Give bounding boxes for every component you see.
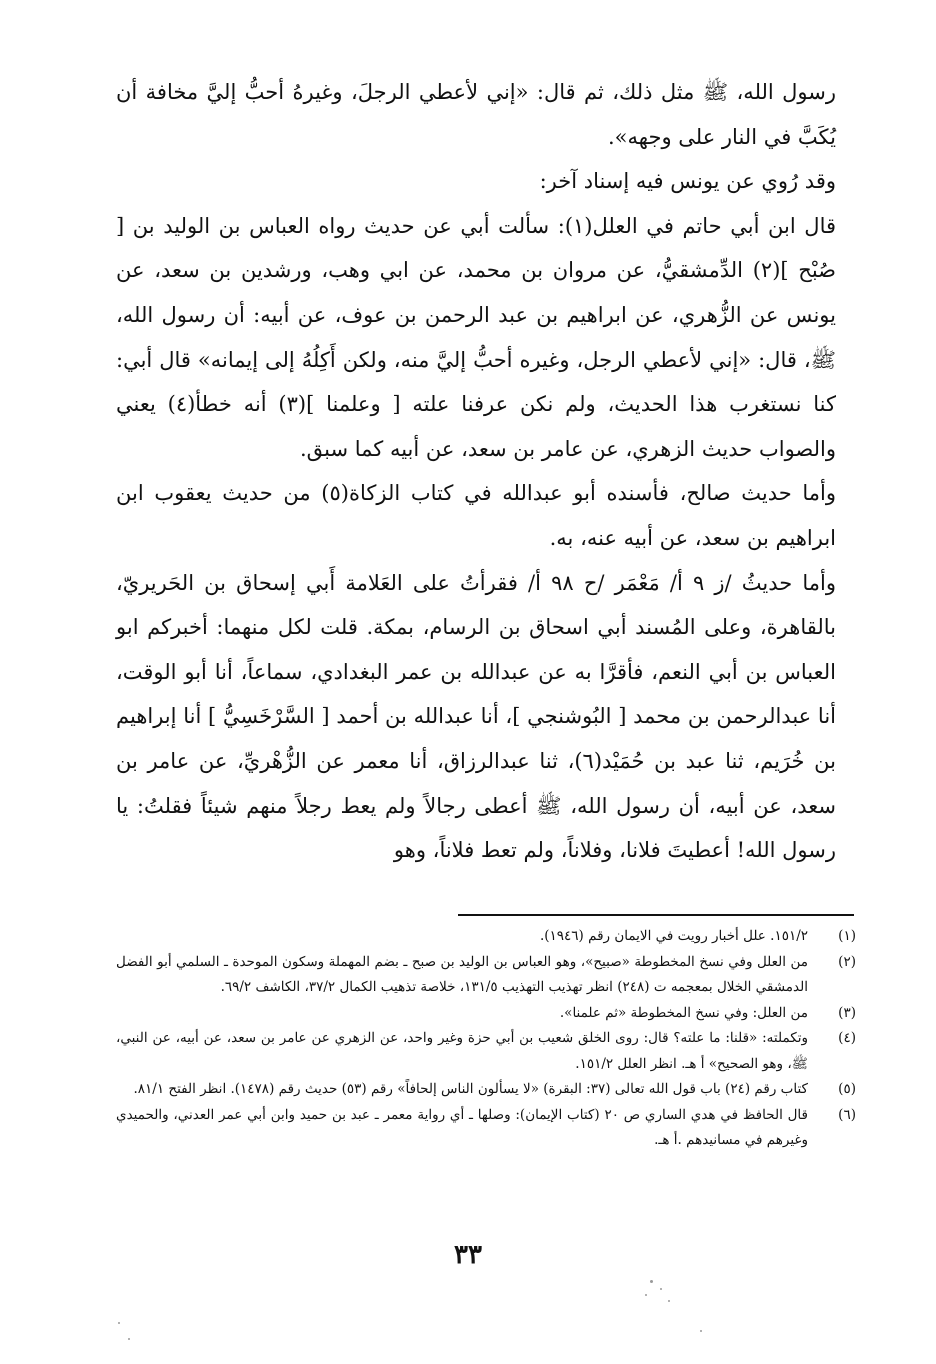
paragraph-2: وقد رُوي عن يونس فيه إسناد آخر:	[539, 169, 836, 194]
footnote-separator-rule	[458, 914, 854, 916]
footnote-4	[116, 1026, 856, 1077]
footnote-3	[116, 1001, 856, 1027]
paragraph-1: رسول الله، ﷺ مثل ذلك، ثم قال: «إني لأعطي الرجلَ، وغيرهُ أحبُّ إليَّ مخافة أن يُكَبَّ في النار على وجهه».	[116, 80, 836, 149]
footnote-number: (٦)	[838, 1106, 856, 1123]
footnote-number: (٤)	[838, 1030, 856, 1046]
footnote-number: (١)	[838, 928, 856, 944]
footnote-number: (٢)	[838, 953, 856, 970]
scan-speck	[700, 1330, 702, 1332]
footnote-1	[116, 924, 856, 950]
scan-speck	[660, 1288, 662, 1290]
footnote-text: قال الحافظ في هدي الساري ص ٢٠ (كتاب الإيمان): وصلها ـ أي رواية معمر ـ عبد بن حميد وابن أبي عمر العدني، والحميدي وغيرهم في مسانيدهم .أ هـ.	[116, 1106, 808, 1148]
page-number: ٣٣	[454, 1240, 482, 1270]
scan-speck	[128, 1338, 130, 1340]
scan-speck	[650, 1280, 653, 1283]
footnote-number: (٥)	[838, 1081, 856, 1097]
paragraph-5: وأما حديثُ /ز ٩ أ/ مَعْمَر /ح ٩٨ أ/ فقرأتُ على العَلامة أَبي إسحاق بن الحَريريّ، بالقاهرة، وعلى المُسند أبي اسحاق بن الرسام، بمكة. قلت لكل منهما: أخبركم ابو العباس بن أبي النعم، فأقرَّا به عن عبدالله بن عمر البغدادي، سماعاً، أنا أبو الوقت، أنا عبدالرحمن بن محمد [ البُوشنجي ]، أنا عبدالله بن أحمد [ السَّرْخَسِيُّ ] أنا إبراهيم بن خُرَيم، ثنا عبد بن حُمَيْد(٦)، ثنا عبدالرزاق، أنا معمر عن الزُّهْريِّ، عن عامر بن سعد، عن أبيه، أن رسول الله، ﷺ أعطى رجالاً ولم يعط رجلاً منهم شيئاً فقلتُ: يا رسول الله! أعطيتَ فلانا، وفلاناً، ولم تعط فلاناً، وهو	[116, 570, 837, 863]
footnote-5	[116, 1077, 856, 1103]
footnote-text: من العلل: وفي نسخ المخطوطة «ثم علمنا».	[559, 1004, 808, 1021]
footnote-text: من العلل وفي نسخ المخطوطة «صبيح»، وهو العباس بن الوليد بن صبح ـ بضم المهملة وسكون الموحدة ـ السلمي أبو الفضل الدمشقي الخلال بمعجمه ت (٢٤٨) انظر تهذيب التهذيب ١٣١/٥، خلاصة تذهيب الكمال ٣٧/٢، الكاشف ٦٩/٢.	[116, 953, 808, 995]
footnote-text: وتكملته: «قلنا: ما علته؟ قال: روى الخلق شعيب بن أبي حزة وغير واحد، عن الزهري عن عامر بن سعد، عن أبيه، عن النبي، ﷺ، وهو الصحيح» أ هـ. انظر العلل ١٥١/٢.	[116, 1030, 808, 1072]
footnote-number: (٣)	[838, 1004, 856, 1021]
footnote-text: ١٥١/٢. علل أخبار رويت في الايمان رقم (١٩٤٦).	[539, 928, 808, 944]
footnote-6	[116, 1103, 856, 1154]
main-text	[116, 70, 836, 873]
scan-speck	[668, 1300, 670, 1302]
footnotes	[116, 924, 856, 1154]
paragraph-3: قال ابن أبي حاتم في العلل(١): سألت أبي عن حديث رواه العباس بن الوليد بن [ صُبْح ](٢) الدِّمشقيُّ، عن مروان بن محمد، عن ابي وهب، ورشدين بن سعد، عن يونس عن الزُّهري، عن ابراهيم بن عبد الرحمن بن عوف، عن أبيه: أن رسول الله، ﷺ، قال: «إني لأعطي الرجل، وغيره أحبُّ إليَّ منه، ولكن أَكِلُهُ إلى إيمانه» قال أبي: كنا نستغرب هذا الحديث، ولم نكن عرفنا علته [ وعلمنا ](٣) أنه خطأ(٤) يعني والصواب حديث الزهري، عن عامر بن سعد، عن أبيه كما سبق.	[116, 213, 837, 461]
footnote-2	[116, 950, 856, 1001]
scan-speck	[645, 1294, 647, 1296]
scan-speck	[118, 1322, 120, 1324]
footnote-text: كتاب رقم (٢٤) باب قول الله تعالى (٣٧: البقرة) «لا يسألون الناس إلحافاً» رقم (٥٣) حديث رقم (١٤٧٨). انظر الفتح ٨١/١.	[133, 1081, 808, 1097]
paragraph-4: وأما حديث صالح، فأسنده أبو عبدالله في كتاب الزكاة(٥) من حديث يعقوب ابن ابراهيم بن سعد، عن أبيه عنه، به.	[116, 481, 837, 550]
